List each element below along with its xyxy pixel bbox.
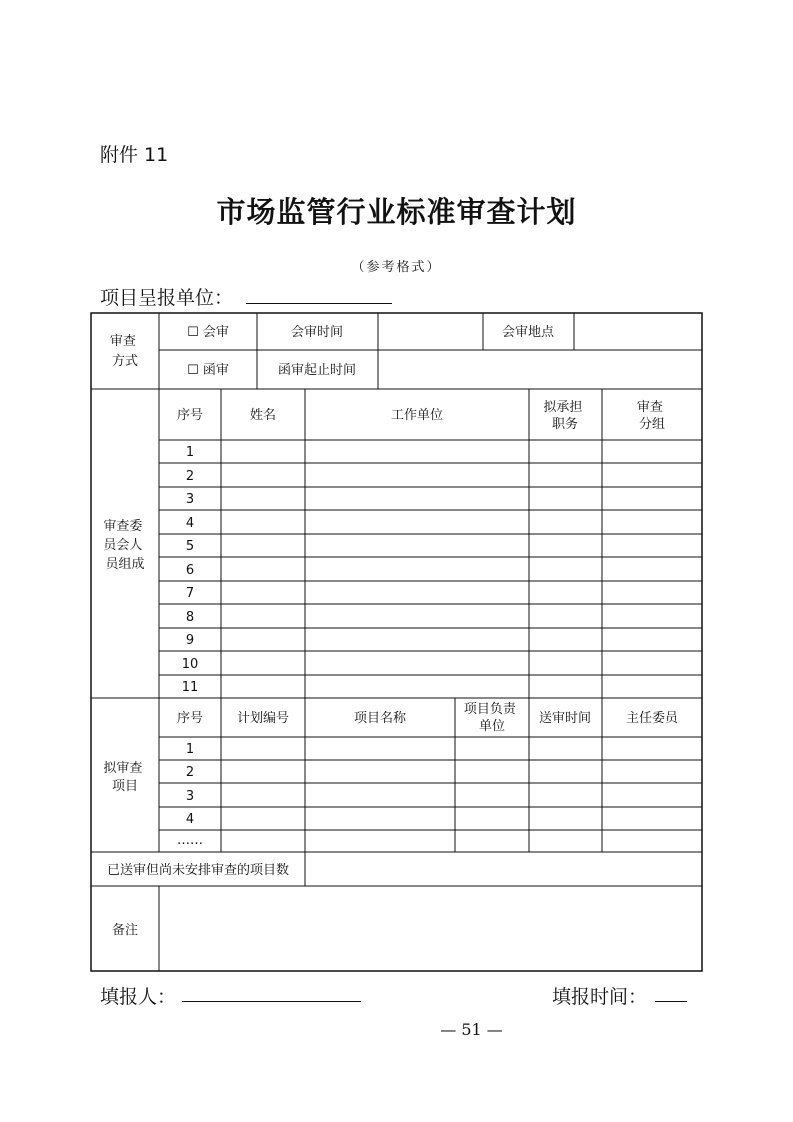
- committee-row-number: 4: [185, 516, 195, 531]
- projects-label-1: 拟审查: [103, 761, 143, 776]
- page-subtitle: （参考格式）: [351, 260, 442, 275]
- fill-time-line[interactable]: [655, 1001, 687, 1002]
- committee-row-number: 3: [185, 492, 195, 507]
- committee-header: 姓名: [249, 408, 277, 423]
- unit-label: 项目呈报单位：: [100, 287, 234, 309]
- letter-review-option[interactable]: ☐ 函审: [187, 363, 229, 378]
- attachment-label: 附件 11: [100, 144, 169, 166]
- projects-row-number: 3: [185, 789, 195, 804]
- meeting-review-option[interactable]: ☐ 会审: [187, 325, 229, 340]
- projects-header: 主任委员: [625, 711, 679, 726]
- committee-header: 序号: [176, 408, 204, 423]
- committee-header-group: [637, 399, 667, 432]
- letter-period-label: 函审起止时间: [277, 363, 357, 378]
- review-method-label-2: 方式: [111, 354, 139, 369]
- committee-header-role-1: 拟承担: [543, 400, 583, 415]
- committee-row-number: 10: [181, 657, 199, 672]
- projects-header: 项目名称: [353, 711, 407, 726]
- committee-header: 工作单位: [390, 408, 444, 423]
- committee-header-group-1: 审查: [636, 400, 663, 415]
- page-title: 市场监管行业标准审查计划: [216, 195, 577, 229]
- projects-row-number: 4: [185, 812, 195, 827]
- projects-header: 送审时间: [538, 711, 592, 726]
- filler-fill-line[interactable]: [182, 1001, 361, 1002]
- pending-projects-label: 已送审但尚未安排审查的项目数: [106, 863, 290, 878]
- committee-label-2: 员会人: [103, 538, 143, 553]
- projects-label-2: 项目: [111, 779, 139, 794]
- projects-header: 计划编号: [236, 711, 290, 726]
- committee-header-group-2: 分组: [638, 417, 666, 432]
- meeting-time-label: 会审时间: [290, 325, 344, 340]
- projects-header-unit-1: 项目负责: [463, 702, 516, 717]
- committee-row-number: 2: [185, 469, 195, 484]
- projects-row-number: 2: [185, 765, 195, 780]
- committee-row-number: 5: [185, 539, 195, 554]
- committee-row-number: 1: [185, 445, 195, 460]
- remarks-label: 备注: [111, 923, 139, 938]
- page-number: — 51 —: [440, 1020, 503, 1039]
- committee-row-number: 6: [185, 563, 195, 578]
- filler-label: 填报人：: [100, 986, 177, 1008]
- review-method-label: [110, 333, 140, 369]
- projects-row-ellipsis: ……: [177, 833, 203, 848]
- projects-header-unit: [464, 701, 520, 734]
- committee-row-number: 9: [185, 633, 195, 648]
- committee-row-number: 11: [181, 680, 199, 695]
- committee-row-number: 7: [185, 586, 195, 601]
- committee-header-role-2: 职务: [551, 417, 579, 432]
- projects-header: 序号: [176, 711, 204, 726]
- committee-row-number: 8: [185, 610, 195, 625]
- projects-row-number: 1: [185, 742, 195, 757]
- fill-time-label: 填报时间：: [552, 986, 648, 1008]
- projects-label: [103, 760, 146, 794]
- committee-label-1: 审查委: [103, 519, 143, 534]
- committee-label-3: 员组成: [105, 557, 145, 572]
- committee-label: [103, 518, 146, 572]
- review-method-label-1: 审查: [109, 334, 136, 349]
- projects-header-unit-2: 单位: [478, 719, 506, 734]
- committee-header-role: [543, 399, 586, 432]
- meeting-place-label: 会审地点: [501, 325, 555, 340]
